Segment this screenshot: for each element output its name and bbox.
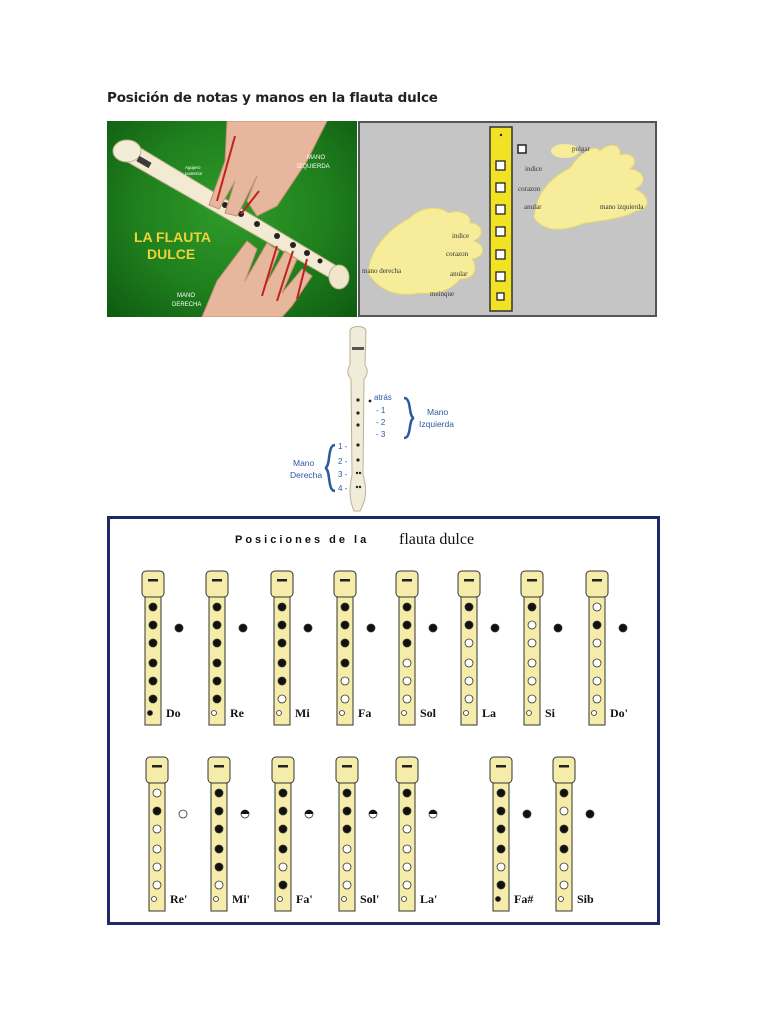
finger-hole [213,677,221,685]
recorder-mouthpiece [342,765,352,768]
finger-hole [279,825,287,833]
label-index-right: indice [452,232,470,240]
thumb-hole [619,624,627,632]
left-hand-label-line2: Izquierda [419,419,454,429]
note-label: La' [420,892,438,906]
finger-hole [343,807,351,815]
finger-hole [403,659,411,667]
recorder-head [271,571,293,597]
finger-hole [213,639,221,647]
finger-hole [403,677,411,685]
thumb-hole [367,624,375,632]
fingering-diagram [336,757,379,911]
thumb-hole [304,624,312,632]
fingering-diagram [521,571,562,725]
label-index-left: indice [525,165,543,173]
finger-hole [403,807,411,815]
right-hand-brace [325,445,335,491]
recorder-title-line2: DULCE [147,246,196,262]
finger-hole [560,881,568,889]
label-right-3: 3 - [338,470,348,479]
finger-hole [593,603,601,611]
label-little-right: meinque [430,290,455,298]
finger-hole [403,621,411,629]
small-finger-hole [402,897,407,902]
thumb-hole-half-fill [305,810,313,814]
fingering-diagram [142,571,183,725]
finger-hole [153,845,161,853]
note-label: Mi [295,706,310,720]
thumb-hole [175,624,183,632]
right-hand-label-line2: Derecha [290,470,323,480]
right-hand-label-line2: DERECHA [172,302,202,308]
fingering-diagram [396,757,437,911]
label-right-1: 1 - [338,442,348,451]
finger-hole [403,825,411,833]
small-finger-hole [214,897,219,902]
note-label: Fa# [514,892,534,906]
small-finger-hole [342,897,347,902]
finger-hole [528,621,536,629]
fingering-diagram [396,571,437,725]
finger-hole [593,639,601,647]
recorder-head [334,571,356,597]
recorder-head [336,757,358,783]
thumb-hole [179,810,187,818]
finger-hole [149,677,157,685]
finger-hole [528,659,536,667]
small-finger-hole [152,897,157,902]
note-label: Sol [420,706,437,720]
finger-hole [497,789,505,797]
label-middle-left: corazon [518,185,541,193]
finger-hole [593,677,601,685]
recorder-head [206,571,228,597]
finger-hole [497,863,505,871]
chart-title-part2: flauta dulce [399,531,475,548]
recorder-mouthpiece [278,765,288,768]
recorder-head [396,757,418,783]
thumb-hole-half-fill [241,810,249,814]
finger-hole [403,789,411,797]
finger-hole [528,695,536,703]
recorder-mouthpiece [148,579,158,582]
finger-hole [528,603,536,611]
finger-hole [465,695,473,703]
finger-hole [528,677,536,685]
hands-diagram-panel [358,121,657,317]
recorder-mouthpiece [527,579,537,582]
finger-hole [153,807,161,815]
finger-hole [279,845,287,853]
note-label: Si [545,706,556,720]
finger-hole [153,881,161,889]
fingering-diagram [206,571,247,725]
finger-hole [465,621,473,629]
note-label: Do' [610,706,628,720]
left-hand-shape [534,145,647,229]
recorder-mouthpiece [402,765,412,768]
finger-hole [341,677,349,685]
small-finger-hole [496,897,501,902]
finger-hole [215,789,223,797]
fingering-diagram [553,757,594,911]
fingering-diagram [272,757,313,911]
finger-hole [560,807,568,815]
finger-hole [497,807,505,815]
fingering-row-2 [146,757,594,911]
recorder-mouthpiece [592,579,602,582]
thumb-hole [518,145,526,153]
left-hand-brace [404,398,414,438]
small-finger-hole [464,711,469,716]
finger-hole [341,621,349,629]
left-hand-label-line1: MANO [307,155,325,161]
finger-hole [403,863,411,871]
label-ring-right: anular [450,270,468,278]
recorder-head [208,757,230,783]
finger-hole [149,659,157,667]
finger-hole [465,639,473,647]
recorder-head [146,757,168,783]
finger-hole [560,863,568,871]
finger-hole [497,825,505,833]
right-hand-label-line1: Mano [293,458,315,468]
label-thumb: pulgar [572,145,590,153]
finger-hole [560,845,568,853]
finger-hole [153,789,161,797]
thumb-hole [491,624,499,632]
finger-numbering-panel [280,325,470,513]
finger-hole [215,845,223,853]
recorder-photo [107,121,357,317]
left-hand-label-line2: IZQUIERDA [297,164,330,170]
recorder-head [396,571,418,597]
fingering-row-1 [142,571,628,725]
page-title: Posición de notas y manos en la flauta dulce [107,90,438,106]
finger-hole [278,695,286,703]
finger-hole [149,621,157,629]
fingering-diagram [458,571,499,725]
fingering-diagram [208,757,250,911]
note-label: Do [166,706,181,720]
small-finger-hole [592,711,597,716]
recorder-head [586,571,608,597]
finger-hole [528,639,536,647]
fingering-diagram [271,571,312,725]
finger-hole [149,695,157,703]
fingering-diagram [586,571,628,725]
small-finger-hole [340,711,345,716]
label-right-4: 4 - [338,484,348,493]
finger-hole [403,845,411,853]
label-left-3: - 3 [376,430,386,439]
finger-hole [497,881,505,889]
thumb-hole-half-fill [429,810,437,814]
finger-hole [465,603,473,611]
finger-hole [153,825,161,833]
recorder-mouthpiece [152,765,162,768]
finger-hole [278,659,286,667]
finger-hole [213,659,221,667]
recorder-photo-panel [107,121,357,317]
recorder-mouthpiece [212,579,222,582]
recorder-head [142,571,164,597]
finger-hole [560,789,568,797]
finger-hole [465,677,473,685]
finger-hole [341,695,349,703]
finger-hole [343,881,351,889]
right-hand-label-line1: MANO [177,293,195,299]
label-middle-right: corazon [446,250,469,258]
thumb-hole [239,624,247,632]
thumb-hole [523,810,531,818]
yellow-flute [490,127,512,311]
recorder-mouthpiece [277,579,287,582]
note-label: Re' [170,892,188,906]
finger-hole [149,639,157,647]
finger-hole [403,639,411,647]
fingering-diagram [334,571,375,725]
finger-hole [343,863,351,871]
thumb-hole [554,624,562,632]
finger-hole [153,863,161,871]
recorder-head [490,757,512,783]
label-back: atrás [374,393,392,402]
small-finger-hole [559,897,564,902]
finger-hole [593,695,601,703]
thumb-hole [429,624,437,632]
recorder-mouthpiece [559,765,569,768]
finger-hole [215,863,223,871]
hands-diagram [360,123,655,315]
note-label: La [482,706,497,720]
fingering-diagram [146,757,187,911]
small-finger-hole [402,711,407,716]
small-finger-hole [212,711,217,716]
thumb-hole-half-fill [369,810,377,814]
finger-hole [593,659,601,667]
label-left-hand: mano izquierda [600,203,644,211]
note-label: Sol' [360,892,380,906]
finger-hole [278,639,286,647]
recorder-head [458,571,480,597]
finger-hole [278,677,286,685]
finger-hole [149,603,157,611]
finger-hole [343,825,351,833]
finger-hole [278,603,286,611]
small-finger-hole [527,711,532,716]
chart-title-part1: Posiciones de la [235,534,370,546]
fingering-diagram [490,757,533,911]
left-hand-label-line1: Mano [427,407,449,417]
finger-hole [343,845,351,853]
recorder-mouthpiece [402,579,412,582]
finger-numbering-diagram [280,325,470,513]
finger-hole [341,639,349,647]
finger-hole [215,881,223,889]
finger-hole [497,845,505,853]
recorder-mouthpiece [464,579,474,582]
note-label: Sib [577,892,594,906]
fingering-chart-panel [107,516,660,925]
finger-hole [213,603,221,611]
finger-hole [279,789,287,797]
recorder-title-line1: LA FLAUTA [134,229,211,245]
finger-hole [341,659,349,667]
note-label: Mi' [232,892,250,906]
note-label: Fa' [296,892,313,906]
label-left-1: - 1 [376,406,386,415]
finger-hole [215,825,223,833]
recorder-mouthpiece [340,579,350,582]
label-ring-left: anular [524,203,542,211]
note-label: Re [230,706,244,720]
label-right-2: 2 - [338,457,348,466]
recorder-mouthpiece [214,765,224,768]
recorder-head [272,757,294,783]
label-left-2: - 2 [376,418,386,427]
finger-hole [279,807,287,815]
back-hole-dot [369,400,372,403]
finger-hole [278,621,286,629]
finger-hole [279,881,287,889]
small-finger-hole [278,897,283,902]
fingering-chart [110,519,657,922]
small-recorder [348,327,367,512]
small-finger-hole [148,711,153,716]
finger-hole [341,603,349,611]
small-finger-hole [277,711,282,716]
finger-hole [213,621,221,629]
finger-hole [403,881,411,889]
label-right-hand: mano derecha [362,267,402,275]
recorder-head [521,571,543,597]
finger-hole [343,789,351,797]
finger-hole [279,863,287,871]
finger-hole [403,695,411,703]
finger-hole [560,825,568,833]
finger-hole [215,807,223,815]
back-hole-label-line2: posterior [185,171,203,176]
finger-hole [213,695,221,703]
back-hole-label-line1: Agujero [185,165,201,170]
recorder-head [553,757,575,783]
finger-hole [403,603,411,611]
thumb-hole [586,810,594,818]
finger-hole [465,659,473,667]
note-label: Fa [358,706,372,720]
finger-hole [593,621,601,629]
recorder-mouthpiece [496,765,506,768]
